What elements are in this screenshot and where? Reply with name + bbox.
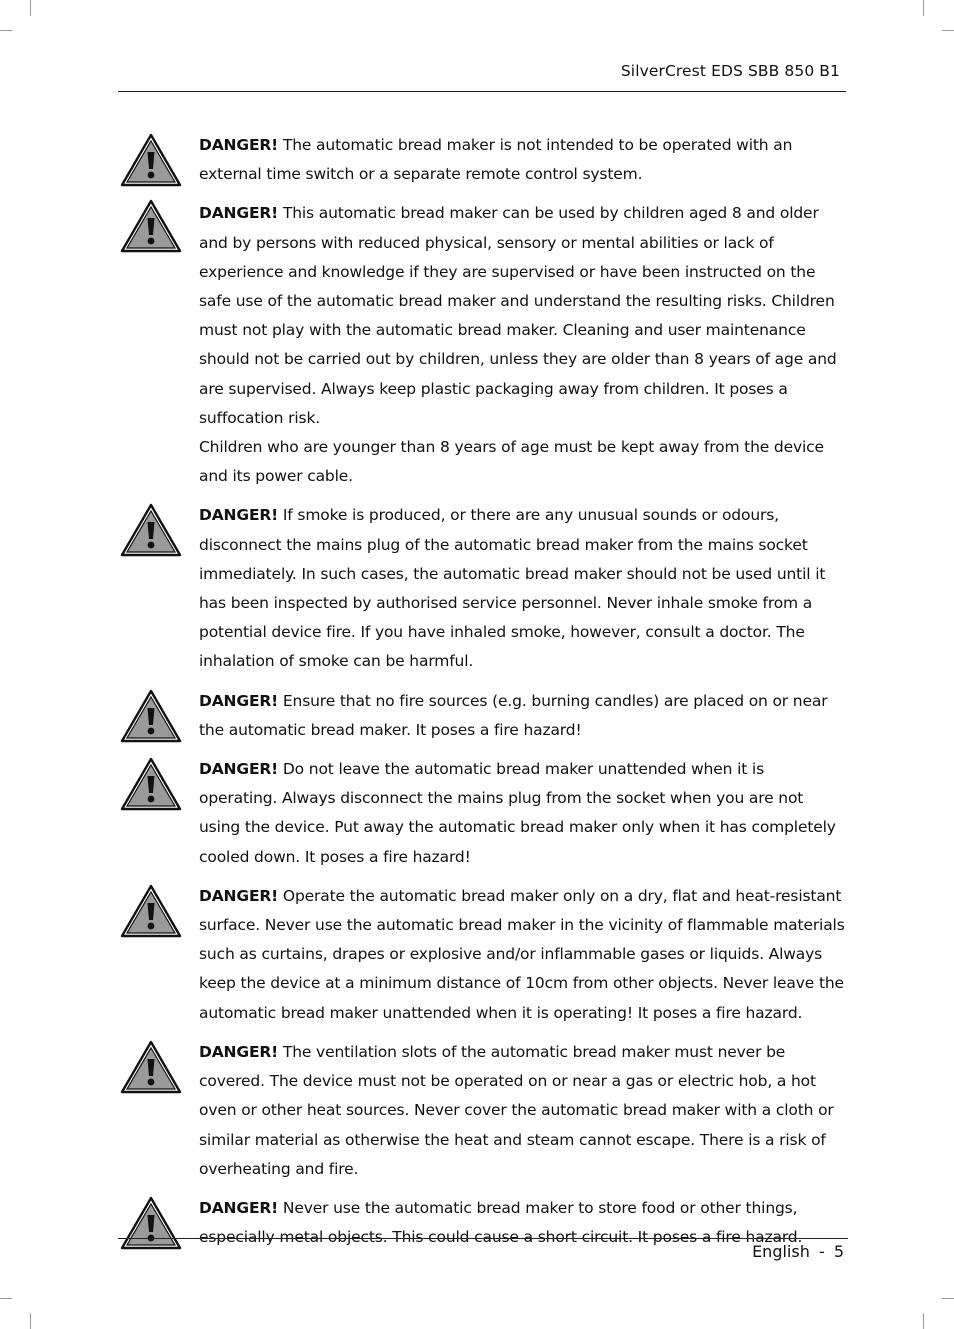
warning-triangle-icon (120, 503, 182, 557)
danger-label: DANGER! (199, 136, 279, 154)
danger-label: DANGER! (199, 204, 279, 223)
danger-label: DANGER! (199, 1198, 279, 1217)
warning-item (118, 1038, 846, 1184)
warning-text: Operate the automatic bread maker only on a dry, flat and heat-resistant surface. Never use the automatic bread maker in the vicinity of flammable materials such as curtains, drapes or explosive and/or inflammable gases or liquids. Always keep the device at a minimum distance of 10cm from other objects. Never leave the automatic bread maker unattended when it is operating! It poses a fire hazard. (199, 886, 845, 1022)
footer-rule (118, 1238, 848, 1239)
danger-label: DANGER! (199, 760, 279, 779)
warning-item (118, 131, 846, 189)
crop-mark (923, 0, 924, 16)
warning-text: If smoke is produced, or there are any unusual sounds or odours, disconnect the mains plug of the automatic bread maker from the mains socket immediately. In such cases, the automatic bread maker should not be used until it has been inspected by authorised service personnel. Never inhale smoke from a potential device fire. If you have inhaled smoke, however, consult a doctor. The inhalation of smoke can be harmful. (199, 506, 826, 671)
warning-text: Ensure that no fire sources (e.g. burning candles) are placed on or near the automatic bread maker. It poses a fire hazard! (199, 691, 828, 739)
warning-item (118, 687, 846, 745)
warning-item (118, 199, 846, 491)
warning-triangle-icon (120, 884, 182, 938)
danger-label: DANGER! (199, 886, 279, 905)
danger-label: DANGER! (199, 691, 279, 710)
header-title: SilverCrest EDS SBB 850 B1 (620, 62, 840, 80)
warning-triangle-icon (120, 689, 182, 743)
warning-triangle-icon (120, 1040, 182, 1094)
crop-mark (0, 1298, 12, 1299)
crop-mark (30, 0, 31, 16)
footer-separator: - (818, 1242, 825, 1261)
warning-text: The ventilation slots of the automatic bread maker must never be covered. The device must not be operated on or near a gas or electric hob, a hot oven or other heat sources. Never cover the automatic bread maker with a cloth or similar material as otherwise the heat and steam cannot escape. There is a risk of overheating and fire. (199, 1042, 834, 1178)
warning-text: Never use the automatic bread maker to store food or other things, especially metal objects. This could cause a short circuit. It poses a fire hazard. (199, 1198, 803, 1247)
danger-label: DANGER! (199, 506, 279, 525)
warning-item (118, 882, 846, 1028)
warning-item (118, 501, 846, 676)
danger-label: DANGER! (199, 1042, 279, 1061)
warning-triangle-icon (120, 1196, 182, 1250)
warning-text: The automatic bread maker is not intended to be operated with an external time switch or a separate remote control system. (199, 136, 793, 184)
warning-item (118, 755, 846, 872)
warning-item (118, 1194, 846, 1252)
warning-extra-text: Children who are younger than 8 years of age must be kept away from the device and its power cable. (199, 438, 824, 486)
crop-mark (30, 1313, 31, 1329)
crop-mark (942, 30, 954, 31)
crop-mark (0, 30, 12, 31)
warning-triangle-icon (120, 199, 182, 253)
crop-mark (923, 1313, 924, 1329)
page-footer (752, 1242, 844, 1261)
warning-text: Do not leave the automatic bread maker unattended when it is operating. Always disconnect the mains plug from the socket when you are not using the device. Put away the automatic bread maker only when it has completely cooled down. It poses a fire hazard! (199, 760, 836, 866)
warning-text: This automatic bread maker can be used by children aged 8 and older and by persons with reduced physical, sensory or mental abilities or lack of experience and knowledge if they are supervised or have been instructed on the safe use of the automatic bread maker and understand the resulting risks. Children must not play with the automatic bread maker. Cleaning and user maintenance should not be carried out by children, unless they are older than 8 years of age and are supervised. Always keep plastic packaging away from children. It poses a suffocation risk. (199, 204, 837, 427)
crop-mark (942, 1298, 954, 1299)
warning-triangle-icon (120, 757, 182, 811)
page-number: 5 (833, 1242, 844, 1261)
warning-triangle-icon (120, 133, 182, 187)
footer-language: English (752, 1242, 810, 1261)
header-rule (118, 91, 846, 92)
warnings-list (118, 131, 846, 1252)
